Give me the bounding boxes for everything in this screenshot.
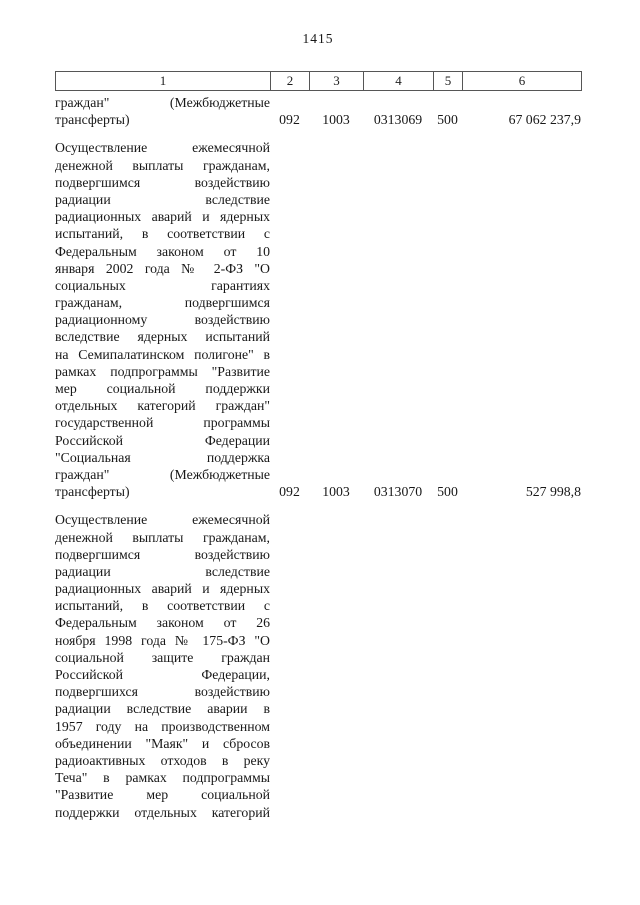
text-line: радиационных аварий и ядерных — [55, 581, 270, 597]
cell-value: 1003 — [322, 112, 350, 128]
text-line: денежной выплаты гражданам, — [55, 157, 270, 173]
table-header-row — [55, 71, 582, 91]
text-line: отдельных категорий граждан" — [55, 398, 270, 414]
cell-value: 0313069 — [373, 112, 423, 128]
budget-table — [55, 71, 582, 832]
text-line: января 2002 года № 2-ФЗ "О — [55, 260, 270, 276]
row-name-cell — [55, 139, 270, 500]
table-body — [55, 94, 582, 821]
text-line: социальных гарантиях — [55, 277, 270, 293]
text-line: ноября 1998 года № 175-ФЗ "О — [55, 632, 270, 648]
text-line: Теча" в рамках подпрограммы — [55, 770, 270, 786]
text-line: испытаний, в соответствии с — [55, 598, 270, 614]
cell-value — [462, 511, 582, 820]
text-line: радиации вследствие — [55, 191, 270, 207]
text-line: "Развитие мер социальной — [55, 787, 270, 803]
cell-value: 500 — [437, 112, 458, 128]
text-line: трансферты) — [55, 484, 130, 500]
text-line: Российской Федерации — [55, 432, 270, 448]
cell-value: 1003 — [322, 484, 350, 500]
text-line: радиационных аварий и ядерных — [55, 209, 270, 225]
text-line: Осуществление ежемесячной — [55, 512, 270, 528]
row-name-cell — [55, 94, 270, 128]
text-line: Российской Федерации, — [55, 667, 270, 682]
cell-value — [309, 511, 363, 820]
cell-value — [363, 511, 433, 820]
text-line: подвергшихся воздействию — [55, 684, 270, 700]
header-cell: 1 — [56, 72, 271, 90]
text-line: Федеральным законом от 26 — [55, 615, 270, 631]
cell-value: 092 — [279, 484, 300, 500]
cell-value: 0313070 — [373, 484, 423, 500]
page-number: 1415 — [302, 31, 334, 46]
text-line: 1957 году на производственном — [55, 718, 270, 734]
header-cell: 4 — [364, 72, 434, 90]
text-line: социальной защите граждан — [55, 649, 270, 665]
text-line: трансферты) — [55, 112, 130, 128]
text-line: рамках подпрограммы "Развитие — [55, 363, 270, 379]
text-line: объединении "Маяк" и сбросов — [55, 735, 270, 751]
text-line: гражданам, подвергшимся — [55, 295, 270, 311]
text-line: подвергшимся воздействию — [55, 546, 270, 562]
text-line: на Семипалатинском полигоне" в — [55, 346, 270, 362]
cell-value: 67 062 237,9 — [508, 112, 581, 128]
text-line: радиации вследствие аварии в — [55, 701, 270, 717]
header-cell: 6 — [518, 73, 526, 88]
table-row — [55, 139, 582, 500]
cell-value: 527 998,8 — [525, 484, 581, 500]
text-line: мер социальной поддержки — [55, 381, 270, 396]
text-line: граждан" (Межбюджетные — [55, 95, 270, 110]
header-cell: 3 — [310, 72, 364, 90]
text-line: денежной выплаты гражданам, — [55, 529, 270, 545]
text-line: испытаний, в соответствии с — [55, 226, 270, 242]
text-line: государственной программы — [55, 415, 270, 431]
header-cell: 5 — [434, 72, 463, 90]
text-line: подвергшимся воздействию — [55, 174, 270, 190]
table-row — [55, 511, 582, 820]
text-line: радиоактивных отходов в реку — [55, 752, 270, 768]
text-line: поддержки отдельных категорий — [55, 804, 270, 820]
text-line: Федеральным законом от 10 — [55, 243, 270, 259]
table-row — [55, 94, 582, 128]
text-line: Осуществление ежемесячной — [55, 140, 270, 156]
text-line: вследствие ядерных испытаний — [55, 329, 270, 345]
text-line: граждан" (Межбюджетные — [55, 466, 270, 482]
text-line: радиации вследствие — [55, 563, 270, 579]
header-cell: 2 — [271, 72, 310, 90]
cell-value — [433, 511, 462, 820]
text-line: "Социальная поддержка — [55, 449, 270, 465]
text-line: радиационному воздействию — [55, 312, 270, 328]
cell-value: 092 — [279, 112, 300, 128]
cell-value — [270, 511, 309, 820]
row-name-cell — [55, 511, 270, 820]
cell-value: 500 — [437, 484, 458, 500]
